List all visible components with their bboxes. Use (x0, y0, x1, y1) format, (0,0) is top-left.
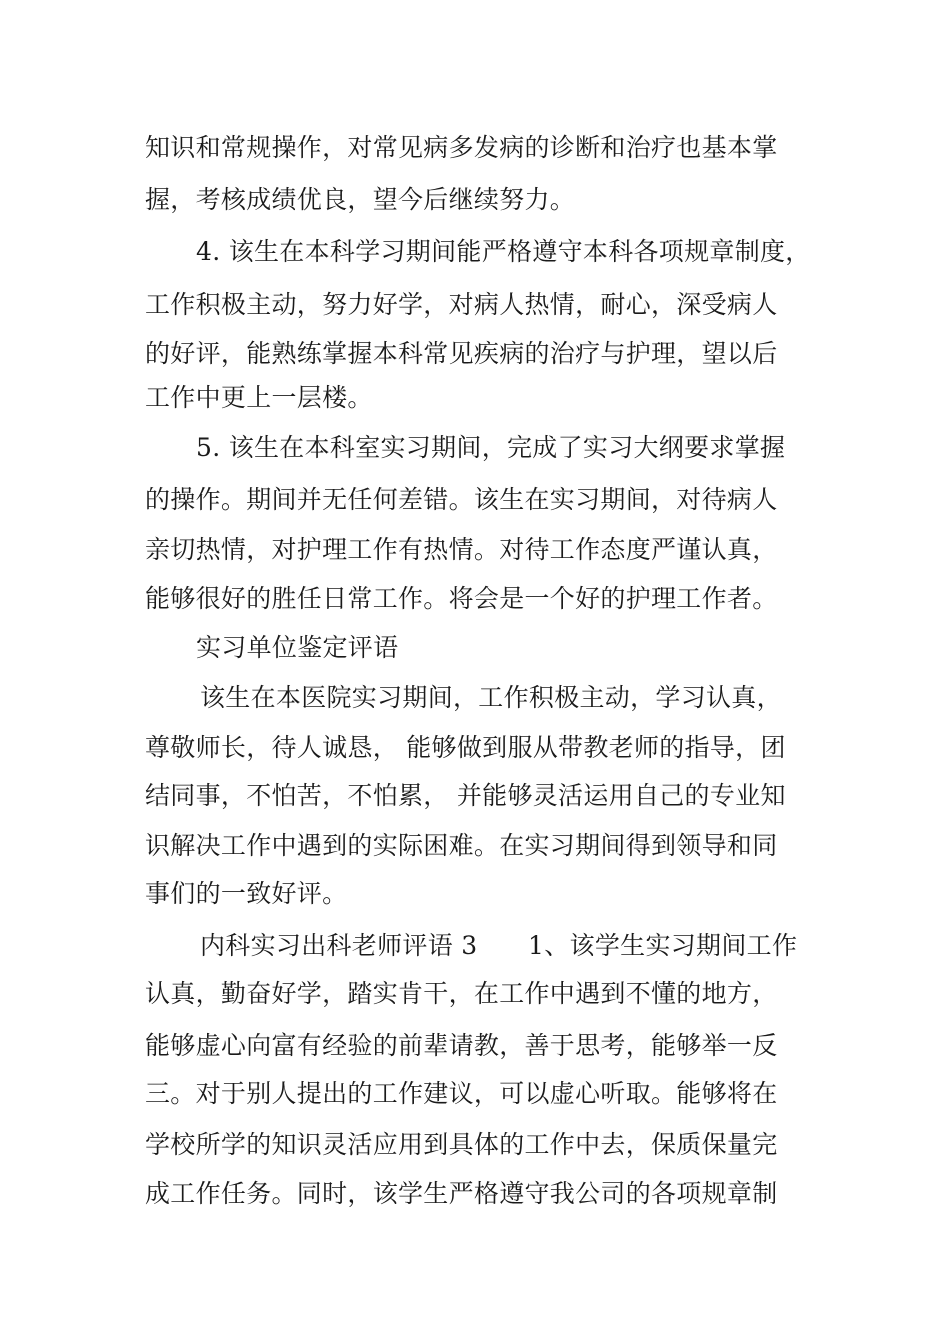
text-line: 5. 该生在本科室实习期间，完成了实习大纲要求掌握 (196, 433, 786, 462)
text-line: 握，考核成绩优良，望今后继续努力。 (145, 185, 576, 214)
text-line: 学校所学的知识灵活应用到具体的工作中去，保质保量完 (145, 1130, 778, 1159)
text-line: 亲切热情，对护理工作有热情。对待工作态度严谨认真， (145, 535, 778, 564)
text-line: 的好评，能熟练掌握本科常见疾病的治疗与护理，望以后 (145, 339, 778, 368)
section-heading: 实习单位鉴定评语 (196, 633, 399, 662)
text-line: 三。对于别人提出的工作建议，可以虚心听取。能够将在 (145, 1079, 778, 1108)
text-line: 能够虚心向富有经验的前辈请教，善于思考，能够举一反 (145, 1031, 778, 1060)
text-line: 知识和常规操作，对常见病多发病的诊断和治疗也基本掌 (145, 133, 778, 162)
text-line: 事们的一致好评。 (145, 879, 348, 908)
text-line: 该生在本医院实习期间，工作积极主动，学习认真， (200, 683, 782, 712)
text-line: 工作中更上一层楼。 (145, 383, 373, 412)
text-line: 工作积极主动，努力好学，对病人热情，耐心，深受病人 (145, 290, 778, 319)
text-line: 成工作任务。同时，该学生严格遵守我公司的各项规章制 (145, 1179, 778, 1208)
text-line: 的操作。期间并无任何差错。该生在实习期间，对待病人 (145, 485, 778, 514)
text-line: 4. 该生在本科学习期间能严格遵守本科各项规章制度， (196, 237, 811, 266)
text-line: 能够很好的胜任日常工作。将会是一个好的护理工作者。 (145, 584, 778, 613)
text-line: 认真，勤奋好学，踏实肯干，在工作中遇到不懂的地方， (145, 979, 778, 1008)
text-line: 尊敬师长，待人诚恳， 能够做到服从带教老师的指导，团 (145, 733, 786, 762)
text-line: 识解决工作中遇到的实际困难。在实习期间得到领导和同 (145, 831, 778, 860)
text-line: 内科实习出科老师评语 3 1、该学生实习期间工作 (200, 931, 798, 960)
text-line: 结同事，不怕苦，不怕累， 并能够灵活运用自己的专业知 (145, 781, 786, 810)
